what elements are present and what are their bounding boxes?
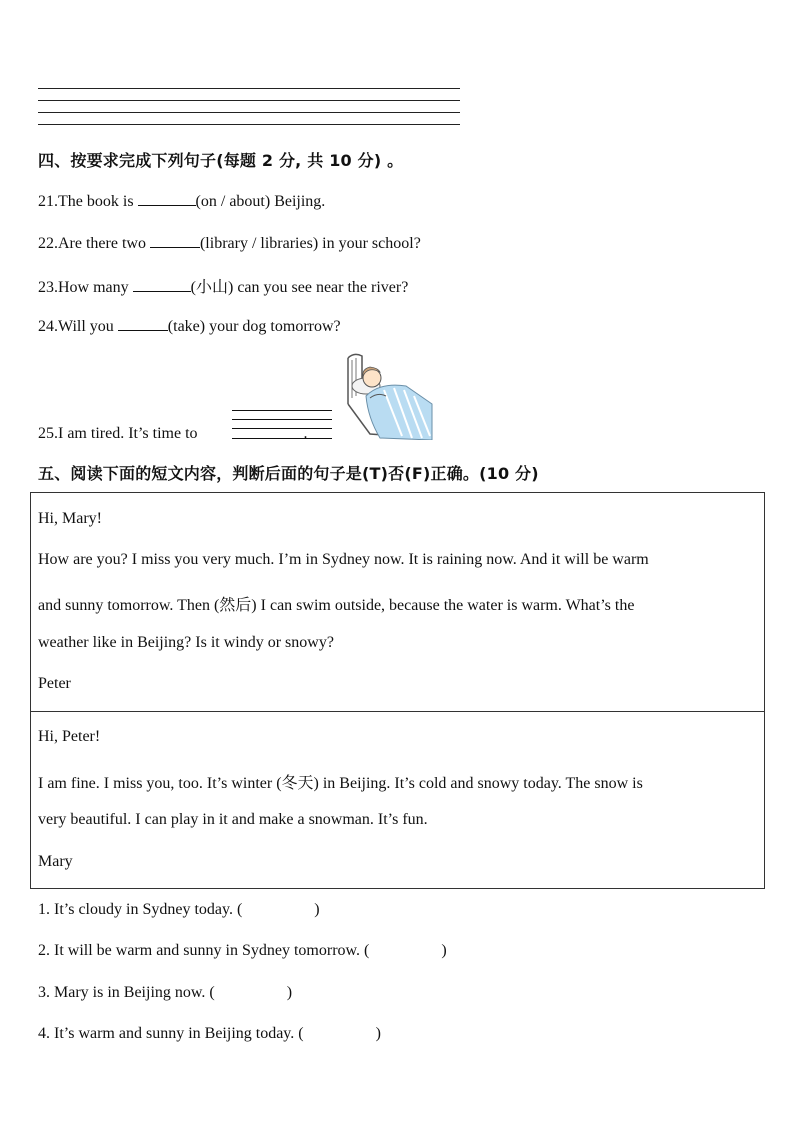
statement-2 bbox=[38, 942, 447, 960]
letter-divider bbox=[30, 711, 765, 712]
question-number: 21. bbox=[38, 193, 58, 210]
statement-text: 4. It’s warm and sunny in Beijing today. bbox=[38, 1025, 299, 1042]
letter-1-line-1: How are you? I miss you very much. I’m in Sydney now. It is raining now. And it will be warm bbox=[38, 551, 649, 568]
letter-2-greeting: Hi, Peter! bbox=[38, 728, 101, 745]
answer-paren-close: ) bbox=[314, 901, 320, 918]
question-text: . bbox=[303, 425, 308, 442]
question-number: 24. bbox=[38, 318, 58, 335]
question-23 bbox=[38, 274, 408, 297]
question-number: 25. bbox=[38, 425, 58, 442]
answer-line-25b[interactable] bbox=[232, 419, 332, 420]
question-number: 23. bbox=[38, 279, 58, 296]
question-text: Will you bbox=[58, 318, 118, 335]
letter-1-greeting: Hi, Mary! bbox=[38, 510, 102, 527]
statement-text: 3. Mary is in Beijing now. bbox=[38, 984, 210, 1001]
answer-paren-open: ( bbox=[298, 1025, 304, 1042]
sleeping-girl-illustration bbox=[340, 352, 434, 440]
answer-paren-close: ) bbox=[441, 942, 447, 959]
section-5-heading: 五、阅读下面的短文内容，判断后面的句子是(T)否(F)正确。(10 分) bbox=[38, 464, 539, 483]
question-text: (take) your dog tomorrow? bbox=[167, 318, 341, 335]
answer-paren-open: ( bbox=[236, 901, 243, 918]
statement-1 bbox=[38, 901, 320, 919]
answer-line-25c[interactable] bbox=[232, 428, 332, 429]
answer-line-2[interactable] bbox=[38, 100, 460, 101]
answer-paren-close: ) bbox=[286, 984, 293, 1001]
letter-2-signature: Mary bbox=[38, 853, 73, 870]
question-text: (on / about) Beijing. bbox=[195, 193, 326, 210]
question-22 bbox=[38, 233, 421, 253]
statement-text: 1. It’s cloudy in Sydney today. bbox=[38, 901, 237, 918]
letter-1-line-3: weather like in Beijing? Is it windy or snowy? bbox=[38, 634, 334, 651]
fill-blank-24[interactable] bbox=[118, 316, 168, 331]
question-24 bbox=[38, 316, 341, 336]
answer-line-25a[interactable] bbox=[232, 410, 332, 411]
question-21 bbox=[38, 191, 325, 211]
question-text: (小山) can you see near the river? bbox=[190, 279, 409, 296]
question-text: How many bbox=[58, 279, 133, 296]
letter-2-line-1: I am fine. I miss you, too. It’s winter (冬天) in Beijing. It’s cold and snowy today. The snow is bbox=[38, 775, 643, 792]
answer-paren-open: ( bbox=[209, 984, 215, 1001]
letter-2-line-2: very beautiful. I can play in it and make a snowman. It’s fun. bbox=[38, 811, 428, 828]
answer-paren-open: ( bbox=[364, 942, 370, 959]
question-number: 22. bbox=[38, 235, 58, 252]
statement-3 bbox=[38, 984, 292, 1002]
answer-line-3[interactable] bbox=[38, 112, 460, 113]
question-text: Are there two bbox=[58, 235, 150, 252]
question-text: (library / libraries) in your school? bbox=[199, 235, 421, 252]
fill-blank-23[interactable] bbox=[133, 277, 191, 292]
section-4-heading: 四、按要求完成下列句子(每题 2 分, 共 10 分) 。 bbox=[38, 151, 404, 170]
fill-blank-21[interactable] bbox=[138, 191, 196, 206]
letter-1-line-2: and sunny tomorrow. Then (然后) I can swim outside, because the water is warm. What’s the bbox=[38, 597, 635, 614]
statement-text: 2. It will be warm and sunny in Sydney tomorrow. bbox=[38, 942, 365, 959]
answer-line-1[interactable] bbox=[38, 88, 460, 89]
fill-blank-22[interactable] bbox=[150, 233, 200, 248]
answer-line-4[interactable] bbox=[38, 124, 460, 125]
question-text: I am tired. It’s time to bbox=[58, 425, 202, 442]
answer-paren-close: ) bbox=[375, 1025, 381, 1042]
letter-1-signature: Peter bbox=[38, 675, 71, 692]
answer-line-25d[interactable] bbox=[232, 438, 332, 439]
question-text: The book is bbox=[58, 193, 138, 210]
statement-4 bbox=[38, 1025, 381, 1043]
